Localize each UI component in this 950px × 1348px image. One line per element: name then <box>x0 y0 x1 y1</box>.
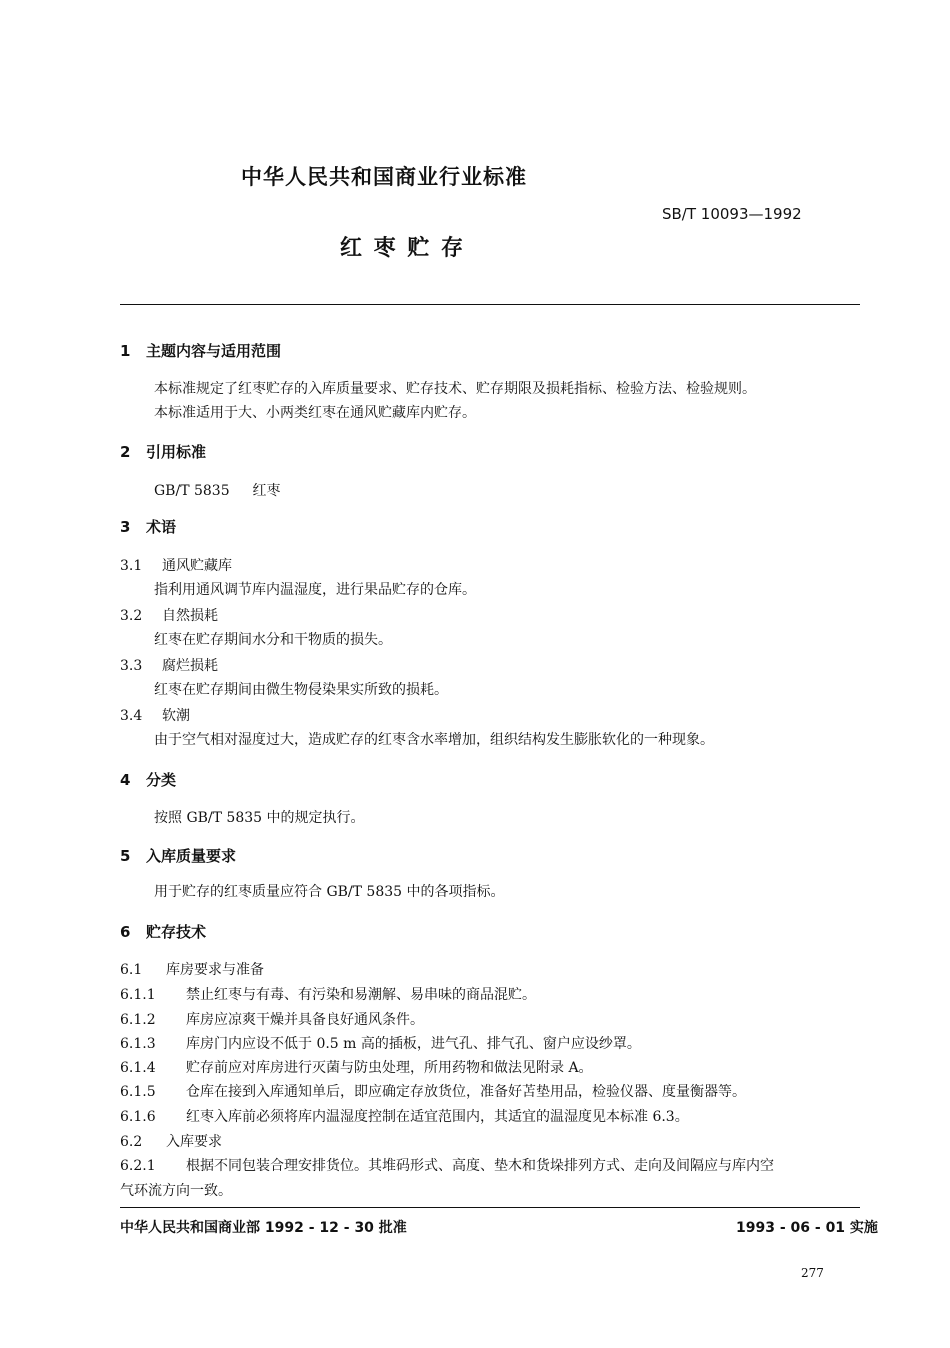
clause-number: 6.1.4 <box>120 1060 156 1076</box>
term-name: 软潮 <box>162 708 190 724</box>
section-number: 6 <box>120 923 131 941</box>
term-definition: 由于空气相对湿度过大，造成贮存的红枣含水率增加，组织结构发生膨胀软化的一种现象。 <box>154 732 714 748</box>
term-heading <box>120 705 190 725</box>
clause-line <box>120 984 536 1004</box>
reference-name: 红枣 <box>252 483 281 499</box>
clause-number: 6.1.2 <box>120 1012 156 1028</box>
clause-number: 6.2.1 <box>120 1158 156 1174</box>
term-name: 自然损耗 <box>162 608 218 624</box>
section-2-heading <box>120 441 206 462</box>
term-number: 3.1 <box>120 558 143 574</box>
term-number: 3.4 <box>120 708 143 724</box>
clause-number: 6.2 <box>120 1134 143 1150</box>
term-definition: 红枣在贮存期间由微生物侵染果实所致的损耗。 <box>154 682 448 698</box>
clause-continuation: 气环流方向一致。 <box>120 1183 232 1199</box>
term-heading <box>120 655 218 675</box>
clause-text: 库房门内应设不低于 0.5 m 高的插板，进气孔、排气孔、窗户应设纱罩。 <box>186 1036 641 1052</box>
term-heading <box>120 605 218 625</box>
section-title: 入库质量要求 <box>146 847 237 865</box>
paragraph: 本标准适用于大、小两类红枣在通风贮藏库内贮存。 <box>154 405 476 421</box>
section-number: 2 <box>120 443 131 461</box>
reference-code: GB/T 5835 <box>154 483 230 499</box>
paragraph: 按照 GB/T 5835 中的规定执行。 <box>154 810 365 826</box>
section-title: 分类 <box>146 771 177 789</box>
clause-line <box>120 1081 746 1101</box>
clause-number: 6.1.3 <box>120 1036 156 1052</box>
term-name: 通风贮藏库 <box>162 558 232 574</box>
term-name: 腐烂损耗 <box>162 658 218 674</box>
section-title: 贮存技术 <box>146 923 207 941</box>
paragraph: 本标准规定了红枣贮存的入库质量要求、贮存技术、贮存期限及损耗指标、检验方法、检验规则。 <box>154 381 756 397</box>
section-5-heading <box>120 845 236 866</box>
clause-number: 6.1.6 <box>120 1109 156 1125</box>
section-number: 1 <box>120 342 131 360</box>
term-definition: 红枣在贮存期间水分和干物质的损失。 <box>154 632 392 648</box>
effective-date: 1993 - 06 - 01 实施 <box>736 1220 878 1236</box>
term-definition: 指利用通风调节库内温湿度，进行果品贮存的仓库。 <box>154 582 476 598</box>
section-title: 引用标准 <box>146 443 207 461</box>
clause-text: 仓库在接到入库通知单后，即应确定存放货位，准备好苫垫用品，检验仪器、度量衡器等。 <box>186 1084 746 1100</box>
normative-reference <box>154 480 281 500</box>
clause-text: 红枣入库前必须将库内温湿度控制在适宜范围内，其适宜的温湿度见本标准 6.3。 <box>186 1109 689 1125</box>
footer-rule <box>120 1207 860 1208</box>
clause-text: 根据不同包装合理安排货位。其堆码形式、高度、垫木和货垛排列方式、走向及间隔应与库内空 <box>186 1158 774 1174</box>
issuing-body-title: 中华人民共和国商业行业标准 <box>241 165 527 189</box>
section-number: 4 <box>120 771 131 789</box>
clause-line <box>120 1131 222 1151</box>
term-number: 3.2 <box>120 608 143 624</box>
term-number: 3.3 <box>120 658 143 674</box>
clause-number: 6.1.5 <box>120 1084 156 1100</box>
section-6-heading <box>120 921 206 942</box>
paragraph: 用于贮存的红枣质量应符合 GB/T 5835 中的各项指标。 <box>154 884 505 900</box>
section-title: 术语 <box>146 518 177 536</box>
section-3-heading <box>120 516 176 537</box>
approval-statement: 中华人民共和国商业部 1992 - 12 - 30 批准 <box>120 1220 407 1236</box>
clause-text: 贮存前应对库房进行灭菌与防虫处理，所用药物和做法见附录 A。 <box>186 1060 593 1076</box>
clause-text: 入库要求 <box>166 1134 222 1150</box>
clause-line <box>120 959 264 979</box>
clause-line <box>120 1057 593 1077</box>
clause-text: 库房应凉爽干燥并具备良好通风条件。 <box>186 1012 424 1028</box>
clause-line <box>120 1009 424 1029</box>
clause-text: 禁止红枣与有毒、有污染和易潮解、易串味的商品混贮。 <box>186 987 536 1003</box>
page-number: 277 <box>801 1266 824 1280</box>
clause-number: 6.1.1 <box>120 987 156 1003</box>
header-rule <box>120 304 860 305</box>
section-1-heading <box>120 340 281 361</box>
document-title: 红 枣 贮 存 <box>340 236 465 261</box>
section-title: 主题内容与适用范围 <box>146 342 282 360</box>
clause-number: 6.1 <box>120 962 143 978</box>
term-heading <box>120 555 232 575</box>
clause-line <box>120 1106 689 1126</box>
section-number: 3 <box>120 518 131 536</box>
section-4-heading <box>120 769 176 790</box>
clause-line <box>120 1155 774 1175</box>
standard-number: SB/T 10093—1992 <box>662 205 802 223</box>
clause-line <box>120 1033 641 1053</box>
clause-text: 库房要求与准备 <box>166 962 264 978</box>
section-number: 5 <box>120 847 131 865</box>
